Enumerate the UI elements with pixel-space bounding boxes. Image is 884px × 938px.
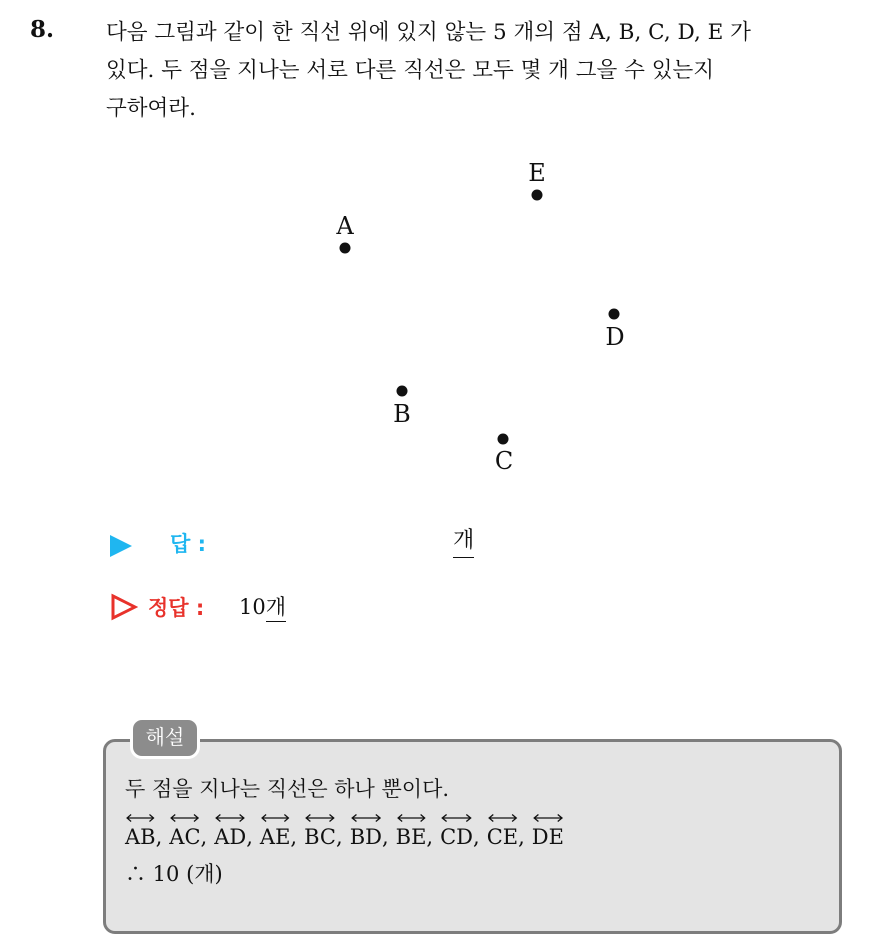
double-arrow-icon [260, 813, 291, 823]
answer-label: 답 : [170, 532, 206, 556]
answer-marker-icon [110, 535, 132, 557]
question-line-1: 다음 그림과 같이 한 직선 위에 있지 않는 5 개의 점 A, B, C, D, E 가 [106, 20, 751, 45]
line-label: AD [214, 825, 247, 849]
explanation-body [125, 772, 825, 892]
double-arrow-icon [169, 813, 200, 823]
double-arrow-icon [125, 813, 156, 823]
line-ac [169, 813, 200, 855]
correct-answer-row [110, 591, 630, 627]
line-ce [487, 813, 518, 855]
point-b-label: B [393, 400, 411, 428]
comma-separator: , [336, 825, 343, 849]
line-label: AC [169, 825, 201, 849]
line-de [532, 813, 564, 855]
comma-separator: , [473, 825, 480, 849]
line-label: AB [125, 825, 156, 849]
line-be [396, 813, 427, 855]
correct-label: 정답 : [148, 596, 205, 620]
comma-separator: , [200, 825, 208, 849]
double-arrow-icon [304, 813, 336, 823]
comma-separator: , [426, 825, 434, 849]
double-arrow-icon [350, 813, 382, 823]
lines-list [125, 813, 825, 855]
line-bc [304, 813, 336, 855]
correct-value [239, 593, 286, 621]
comma-separator: , [246, 825, 253, 849]
question-text [106, 14, 876, 128]
double-arrow-icon [440, 813, 473, 823]
comma-separator: , [290, 825, 298, 849]
explanation-tag: 해설 [130, 717, 200, 759]
double-arrow-icon [487, 813, 518, 823]
line-label: DE [531, 825, 564, 849]
point-e-dot [532, 190, 543, 201]
double-arrow-icon [532, 813, 564, 823]
line-ad [214, 813, 246, 855]
point-c-label: C [494, 447, 514, 475]
point-d-dot [609, 309, 620, 320]
correct-unit: 개 [266, 595, 286, 622]
line-label: AE [259, 825, 291, 849]
question-line-2: 있다. 두 점을 지나는 서로 다른 직선은 모두 몇 개 그을 수 있는지 [106, 58, 715, 83]
line-label: CD [440, 825, 474, 849]
line-label: BD [349, 825, 382, 849]
question-number: 8. [30, 16, 55, 43]
line-label: CE [486, 825, 519, 849]
explanation-line-1: 두 점을 지나는 직선은 하나 뿐이다. [125, 777, 450, 801]
comma-separator: , [381, 825, 389, 849]
answer-row [110, 527, 630, 563]
correct-number: 10 [239, 595, 266, 619]
line-label: BC [304, 825, 336, 849]
double-arrow-icon [214, 813, 246, 823]
point-d-label: D [605, 323, 625, 351]
line-cd [440, 813, 473, 855]
double-arrow-icon [396, 813, 427, 823]
question-line-3: 구하여라. [106, 96, 196, 121]
line-label: BE [395, 825, 427, 849]
explanation-conclusion: ∴ 10 (개) [125, 862, 223, 886]
answer-unit: 개 [453, 527, 474, 558]
line-ae [260, 813, 291, 855]
point-a-dot [340, 243, 351, 254]
point-c-dot [498, 434, 509, 445]
point-b-dot [397, 386, 408, 397]
line-bd [350, 813, 382, 855]
comma-separator: , [155, 825, 163, 849]
point-a-label: A [336, 212, 354, 240]
correct-marker-icon [110, 593, 138, 621]
comma-separator: , [518, 825, 525, 849]
point-e-label: E [528, 159, 546, 187]
line-ab [125, 813, 156, 855]
